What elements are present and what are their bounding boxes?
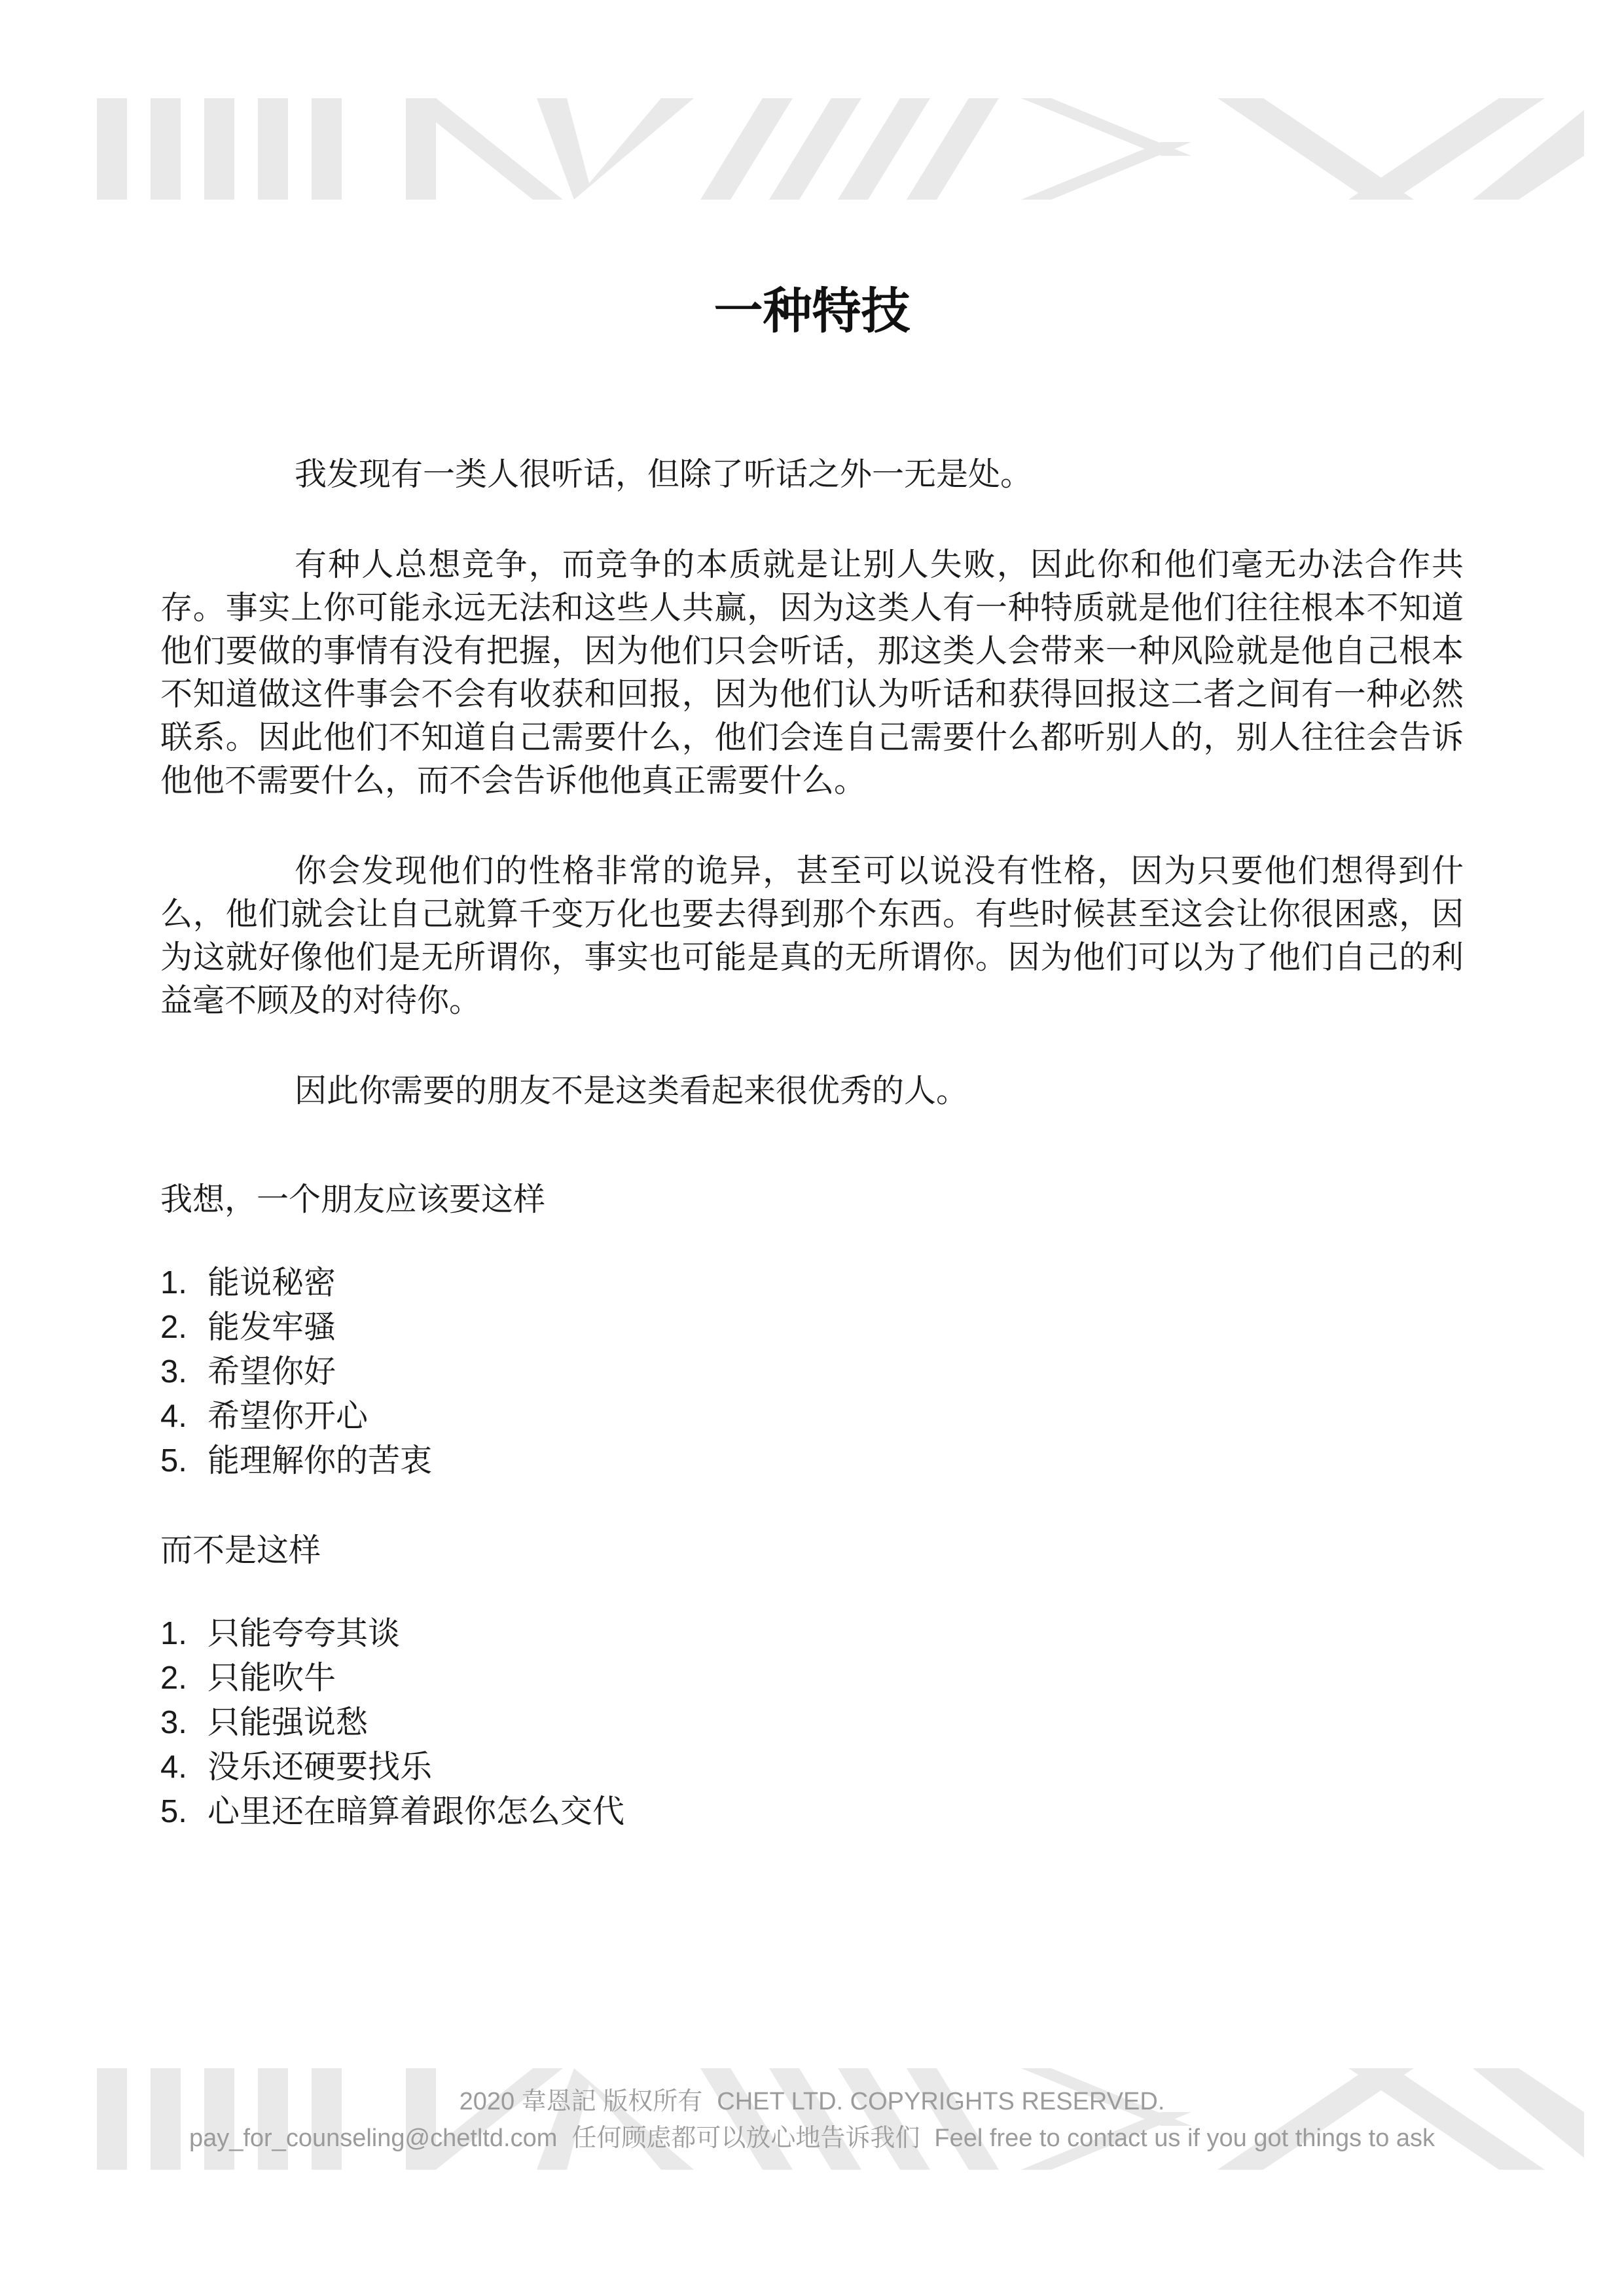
body-paragraph-2: 有种人总想竞争，而竞争的本质就是让别人失败，因此你和他们毫无办法合作共存。事实上你可能永远无法和这些人共赢，因为这类人有一种特质就是他们往往根本不知道他们要做的事情有没有把握，因为他们只会听话，那这类人会带来一种风险就是他自己根本不知道做这件事会不会有收获和回报，因为他们认为听话和获得回报这二者之间有一种必然联系。因此他们不知道自己需要什么，他们会连自己需要什么都听别人的，别人往往会告诉他他不需要什么，而不会告诉他他真正需要什么。 (160, 547, 1464, 798)
list-item (160, 1611, 1464, 1656)
list-item (160, 1745, 1464, 1789)
list-item-number: 1. (160, 1265, 187, 1300)
list-item-label: 只能夸夸其谈 (208, 1616, 401, 1651)
list-item-number: 1. (160, 1616, 187, 1651)
footer-copyright-en: CHET LTD. COPYRIGHTS RESERVED. (717, 2088, 1165, 2115)
not-like-list (160, 1611, 1464, 1834)
body-paragraph-4: 因此你需要的朋友不是这类看起来很优秀的人。 (295, 1073, 969, 1109)
footer-contact-en: Feel free to contact us if you got things to ask (934, 2125, 1435, 2152)
list-item-number: 3. (160, 1354, 187, 1390)
list-item-label: 能发牢骚 (208, 1310, 336, 1345)
list-item-number: 2. (160, 1660, 187, 1696)
list-item (160, 1656, 1464, 1700)
list-item (160, 1350, 1464, 1394)
list-item-number: 5. (160, 1443, 187, 1479)
list-item-number: 4. (160, 1749, 187, 1785)
list-item-number: 3. (160, 1705, 187, 1740)
page-title: 一种特技 (713, 283, 911, 338)
list-item-label: 心里还在暗算着跟你怎么交代 (208, 1794, 625, 1829)
footer-email: pay_for_counseling@chetltd.com (189, 2125, 558, 2152)
list-item-label: 没乐还硬要找乐 (208, 1749, 433, 1785)
list-item (160, 1789, 1464, 1834)
footer-line-2 (0, 2120, 1624, 2157)
list-item (160, 1394, 1464, 1439)
friend-should-heading: 我想，一个朋友应该要这样 (160, 1182, 546, 1217)
friend-should-list (160, 1261, 1464, 1483)
footer-line-1 (0, 2083, 1624, 2120)
footer-copyright-zh: 2020 韋恩記 版权所有 (459, 2088, 703, 2115)
list-item (160, 1439, 1464, 1483)
not-like-heading: 而不是这样 (160, 1533, 321, 1568)
list-item-label: 希望你好 (208, 1354, 336, 1390)
body-paragraph-1: 我发现有一类人很听话，但除了听话之外一无是处。 (295, 457, 1033, 492)
footer-contact-zh: 任何顾虑都可以放心地告诉我们 (571, 2125, 920, 2152)
list-item-label: 能说秘密 (208, 1265, 336, 1300)
list-item-label: 能理解你的苦衷 (208, 1443, 433, 1479)
list-item-label: 只能吹牛 (208, 1660, 336, 1696)
list-item-label: 希望你开心 (208, 1399, 369, 1434)
list-item (160, 1700, 1464, 1745)
list-item (160, 1305, 1464, 1350)
list-item-number: 5. (160, 1794, 187, 1829)
list-item-label: 只能强说愁 (208, 1705, 369, 1740)
list-item-number: 4. (160, 1399, 187, 1434)
list-item (160, 1261, 1464, 1305)
list-item-number: 2. (160, 1310, 187, 1345)
page-footer (0, 2083, 1624, 2157)
body-paragraph-3: 你会发现他们的性格非常的诡异，甚至可以说没有性格，因为只要他们想得到什么，他们就会让自己就算千变万化也要去得到那个东西。有些时候甚至这会让你很困惑，因为这就好像他们是无所谓你，事实也可能是真的无所谓你。因为他们可以为了他们自己的利益毫不顾及的对待你。 (160, 853, 1464, 1018)
